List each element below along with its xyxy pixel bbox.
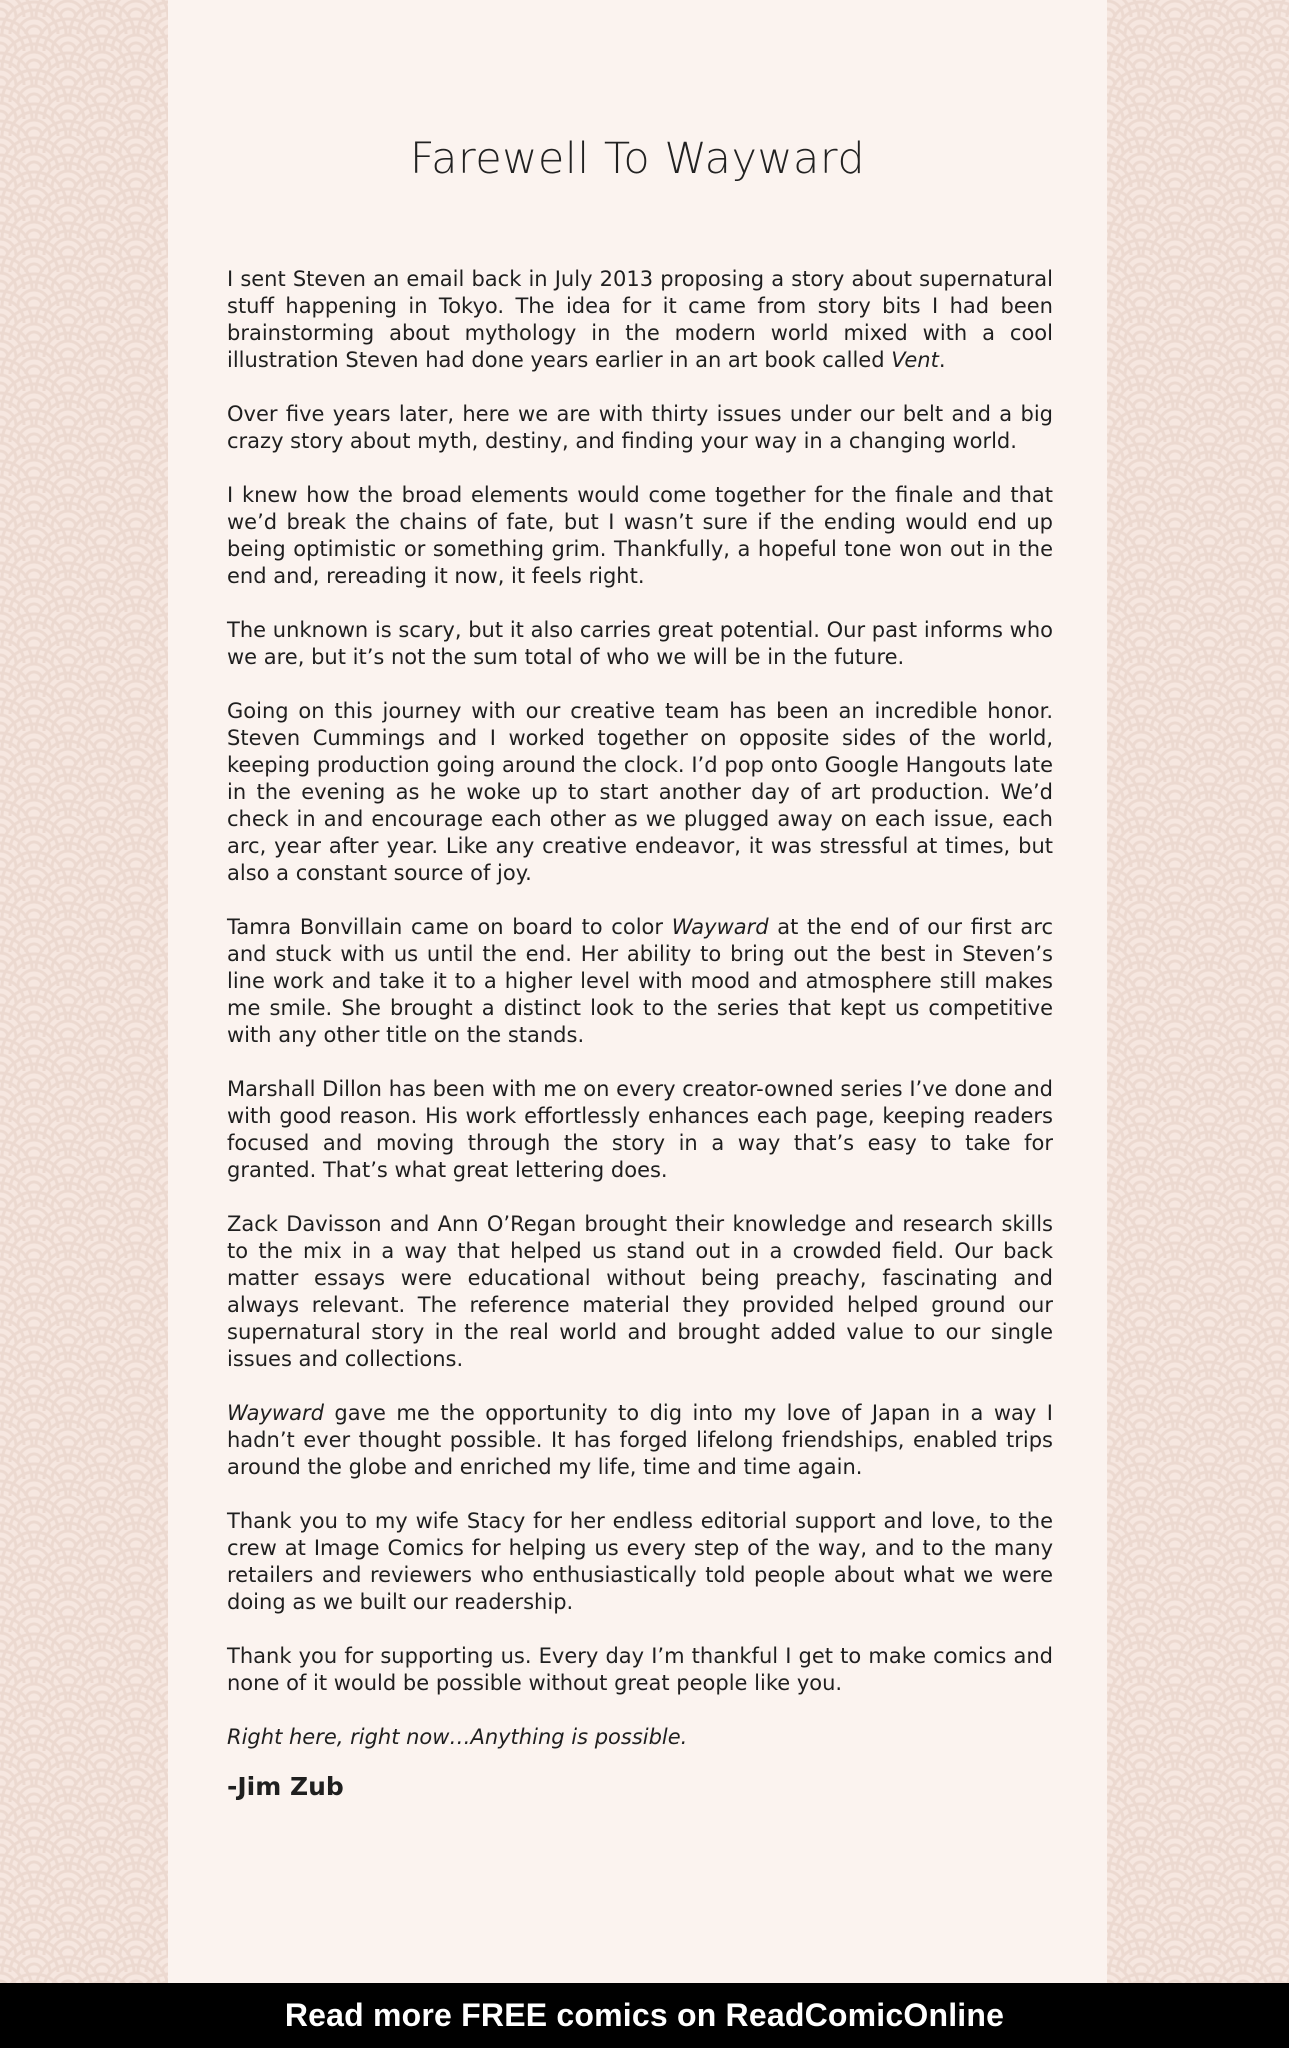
- letter-page: [168, 0, 1107, 1983]
- letter-body: [227, 266, 1053, 1800]
- seigaiha-pattern-right: [1107, 0, 1289, 1983]
- author-signature: -Jim Zub: [227, 1772, 344, 1801]
- seigaiha-pattern-left: [0, 0, 168, 1983]
- paragraph: Zack Davisson and Ann O’Regan brought their knowledge and research skills to the mix in a way that helped us stand out in a crowded field. Our back matter essays were educational without being preachy, fascinating and always relevant. The reference material they provided helped ground our supernatural story in the real world and brought added value to our single issues and collections.: [227, 1212, 1053, 1371]
- footer-banner-text[interactable]: Read more FREE comics on ReadComicOnline: [284, 1997, 1005, 2033]
- paragraph: Thank you to my wife Stacy for her endless editorial support and love, to the crew at Image Comics for helping us every step of the way, and to the many retailers and reviewers who enthusiastically told people about what we were doing as we built our readership.: [227, 1509, 1053, 1614]
- paragraph: Tamra Bonvillain came on board to color Wayward at the end of our first arc and stuck with us until the end. Her ability to bring out the best in Steven’s line work and take it to a higher level with mood and atmosphere still makes me smile. She brought a distinct look to the series that kept us competitive with any other title on the stands.: [227, 915, 1053, 1047]
- paragraph: Thank you for supporting us. Every day I’m thankful I get to make comics and none of it would be possible without great people like you.: [227, 1644, 1053, 1695]
- paragraph: Going on this journey with our creative team has been an incredible honor. Steven Cummings and I worked together on opposite sides of the world, keeping production going around the clock. I’d pop onto Google Hangouts late in the evening as he woke up to start another day of art production. We’d check in and encourage each other as we plugged away on each issue, each arc, year after year. Like any creative endeavor, it was stressful at times, but also a constant source of joy.: [227, 699, 1053, 885]
- paragraph: The unknown is scary, but it also carries great potential. Our past informs who we are, but it’s not the sum total of who we will be in the future.: [227, 618, 1053, 669]
- paragraph: I sent Steven an email back in July 2013 proposing a story about supernatural stuff happening in Tokyo. The idea for it came from story bits I had been brainstorming about mythology in the modern world mixed with a cool illustration Steven had done years earlier in an art book called Vent.: [227, 267, 1053, 372]
- paragraph: I knew how the broad elements would come together for the finale and that we’d break the chains of fate, but I wasn’t sure if the ending would end up being optimistic or something grim. Thankfully, a hopeful tone won out in the end and, rereading it now, it feels right.: [227, 483, 1053, 588]
- paragraph: Wayward gave me the opportunity to dig into my love of Japan in a way I hadn’t ever thought possible. It has forged lifelong friendships, enabled trips around the globe and enriched my life, time and time again.: [227, 1401, 1053, 1479]
- paragraph: Over five years later, here we are with thirty issues under our belt and a big crazy story about myth, destiny, and finding your way in a changing world.: [227, 402, 1053, 453]
- closing-line: Right here, right now…Anything is possible.: [227, 1725, 688, 1749]
- page-title: Farewell To Wayward: [409, 134, 866, 184]
- paragraph: Marshall Dillon has been with me on every creator-owned series I’ve done and with good reason. His work effortlessly enhances each page, keeping readers focused and moving through the story in a way that’s easy to take for granted. That’s what great lettering does.: [227, 1077, 1053, 1182]
- footer-banner[interactable]: [0, 1983, 1289, 2048]
